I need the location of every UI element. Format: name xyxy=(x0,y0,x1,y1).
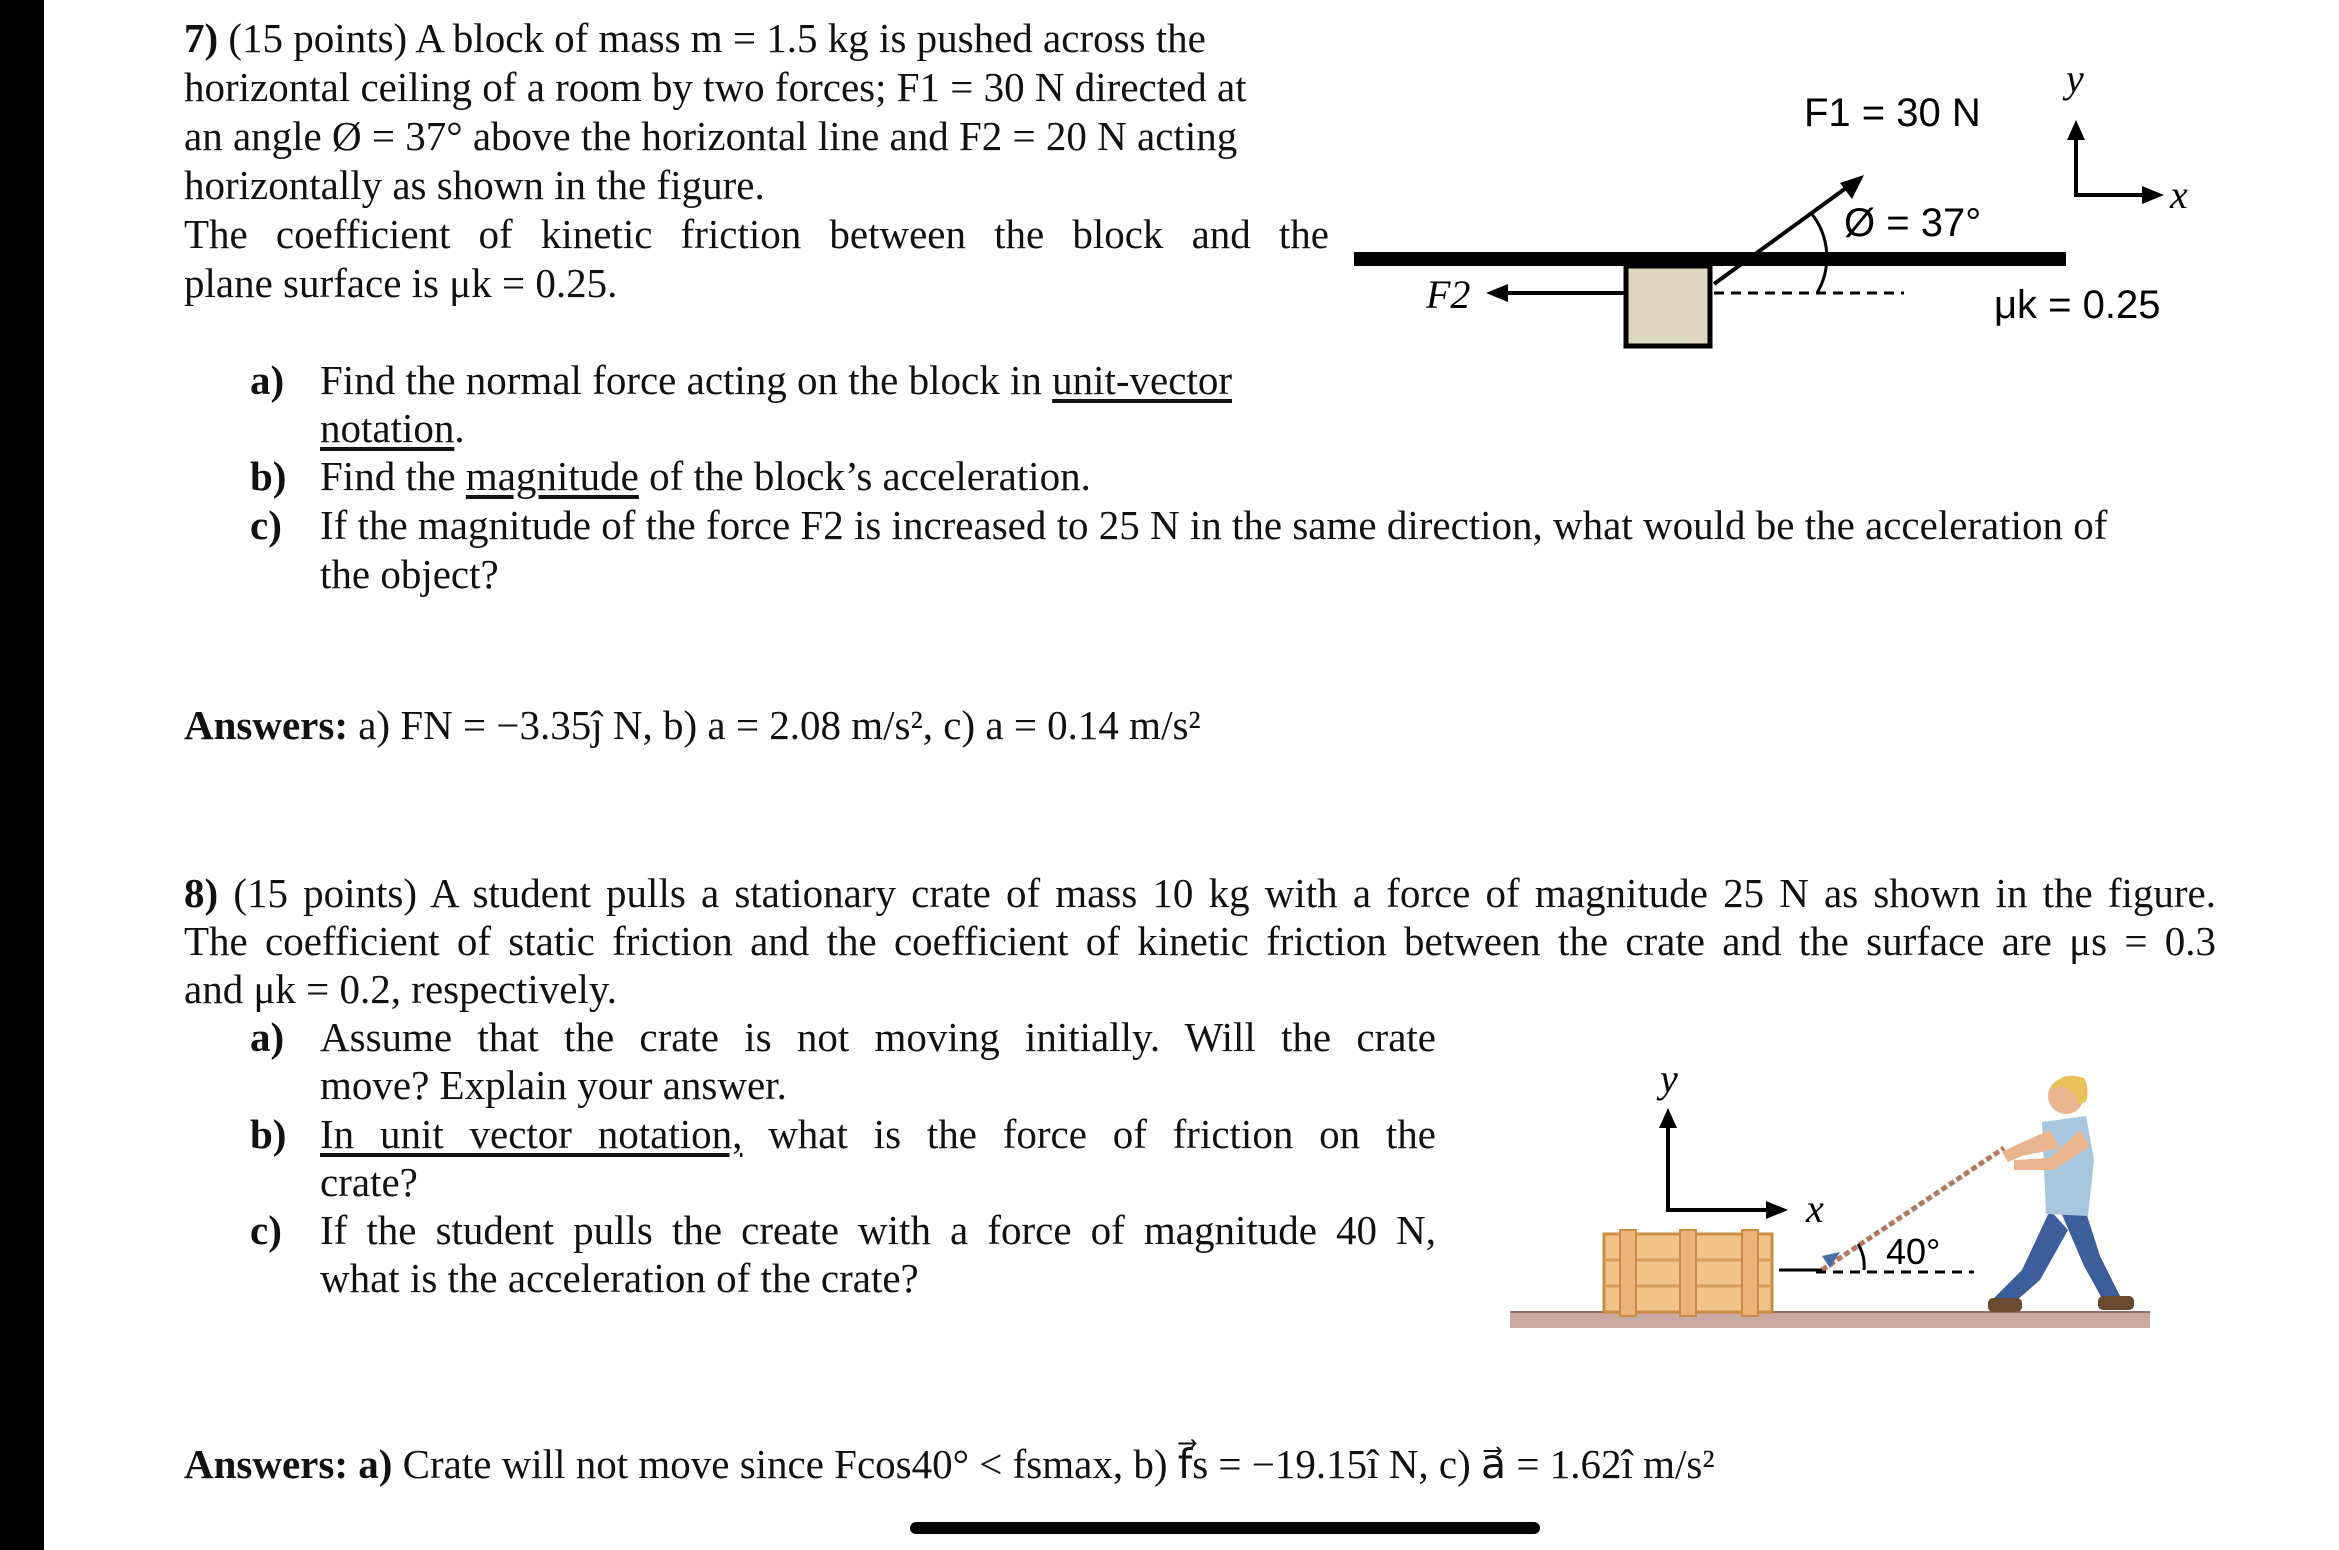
p7-answers xyxy=(184,701,1201,749)
p7-line6: plane surface is μk = 0.25. xyxy=(184,260,618,306)
f2-label: F2 xyxy=(1426,272,1471,317)
p7-answer-c: c) a = 0.14 m/s² xyxy=(943,702,1201,748)
y-axis-label: y xyxy=(1660,1056,1678,1101)
p8-line3: and μk = 0.2, respectively. xyxy=(184,966,617,1012)
y-axis-arrowhead xyxy=(1659,1108,1677,1128)
p7-a-line2 xyxy=(320,404,465,452)
p7-c-label: c) xyxy=(250,502,282,548)
p8-line2: The coefficient of static friction and the coefficient of kinetic friction between the crate and the surface are μs = 0.3 xyxy=(184,918,2216,964)
p8-b-text1: what is the force of friction on the xyxy=(768,1111,1437,1157)
ground xyxy=(1510,1312,2150,1328)
p7-number: 7) xyxy=(184,15,219,61)
p7-line2: horizontal ceiling of a room by two forces; F1 = 30 N directed at xyxy=(184,64,1247,110)
p8-c-line1: If the student pulls the create with a force of magnitude 40 N, xyxy=(320,1207,1436,1253)
p7-c-line1: If the magnitude of the force F2 is increased to 25 N in the same direction, what would be the acceleration of xyxy=(320,502,2108,548)
p7-b-underline: magnitude xyxy=(465,453,639,499)
p8-c-label: c) xyxy=(250,1207,282,1253)
p7-b-line xyxy=(320,452,1091,500)
p8-answer-c: c) a⃗ = 1.62î m/s² xyxy=(1438,1441,1715,1487)
p7-c-line2: the object? xyxy=(320,551,499,597)
block xyxy=(1626,266,1710,346)
p7-a-underline2: notation xyxy=(320,405,455,451)
p7-figure xyxy=(1314,50,2214,360)
p8-a-line1: Assume that the crate is not moving initially. Will the crate xyxy=(320,1014,1436,1060)
p7-a-line1 xyxy=(320,356,1232,404)
p7-a-label: a) xyxy=(250,357,285,403)
p8-c-line2: what is the acceleration of the crate? xyxy=(320,1255,919,1301)
p7-a-end: . xyxy=(454,405,465,451)
p7-b-label: b) xyxy=(250,453,287,499)
student xyxy=(1988,1076,2134,1312)
p8-b-underline: In unit vector notation, xyxy=(320,1111,743,1157)
p8-b-line2: crate? xyxy=(320,1159,418,1205)
p8-line1-text: A student pulls a stationary crate of mass 10 kg with a force of magnitude 25 N as shown in the figure. xyxy=(429,870,2217,916)
p7-a-text: Find the normal force acting on the block in xyxy=(320,357,1042,403)
crate xyxy=(1604,1230,1772,1316)
p8-answer-b: b) f⃗s = −19.15î N, xyxy=(1133,1441,1429,1487)
p7-answers-label: Answers: xyxy=(184,702,348,748)
p7-points: (15 points) xyxy=(228,15,408,61)
document-page xyxy=(44,0,2339,1550)
p7-b-text2: of the block’s acceleration. xyxy=(649,453,1091,499)
p7-answer-a: a) FN = −3.35ĵ N, xyxy=(358,702,653,748)
p8-answer-a-label: a) xyxy=(358,1441,393,1487)
p8-answer-a: Crate will not move since Fcos40° < fsmax, xyxy=(402,1441,1124,1487)
angle-arc xyxy=(1858,1244,1864,1270)
mu-label: μk = 0.25 xyxy=(1994,283,2161,327)
x-axis-arrowhead xyxy=(2142,186,2164,204)
p8-number: 8) xyxy=(184,870,219,916)
p7-line5: The coefficient of kinetic friction between the block and the xyxy=(184,211,1329,257)
x-axis-arrowhead xyxy=(1766,1201,1788,1219)
p8-figure xyxy=(1494,1030,2214,1340)
f1-label: F1 = 30 N xyxy=(1804,91,1981,135)
p7-b-text1: Find the xyxy=(320,453,456,499)
p7-line1 xyxy=(184,14,1206,62)
p8-b-line1 xyxy=(320,1110,1436,1158)
x-axis-label: x xyxy=(1806,1186,1824,1231)
p8-answers xyxy=(184,1440,1715,1488)
p8-a-line2: move? Explain your answer. xyxy=(320,1062,787,1108)
angle-label: 40° xyxy=(1886,1231,1941,1272)
home-indicator-bar xyxy=(910,1522,1540,1534)
p8-line1 xyxy=(184,869,2216,917)
f2-arrowhead xyxy=(1486,284,1508,302)
x-axis-label: x xyxy=(2170,172,2188,217)
y-axis-label: y xyxy=(2066,56,2084,101)
p7-line1-text: A block of mass m = 1.5 kg is pushed across the xyxy=(415,15,1206,61)
p7-answer-b: b) a = 2.08 m/s², xyxy=(663,702,944,748)
p8-points: (15 points) xyxy=(233,870,418,916)
p8-answers-label: Answers: xyxy=(184,1441,348,1487)
p7-line3: an angle Ø = 37° above the horizontal line and F2 = 20 N acting xyxy=(184,113,1238,159)
angle-label: Ø = 37° xyxy=(1844,201,1982,245)
p7-line4: horizontally as shown in the figure. xyxy=(184,162,765,208)
p7-a-underline: unit-vector xyxy=(1052,357,1233,403)
f1-arrowhead xyxy=(1840,175,1864,199)
p8-b-label: b) xyxy=(250,1111,287,1157)
p8-a-label: a) xyxy=(250,1014,285,1060)
y-axis-arrowhead xyxy=(2067,120,2085,140)
